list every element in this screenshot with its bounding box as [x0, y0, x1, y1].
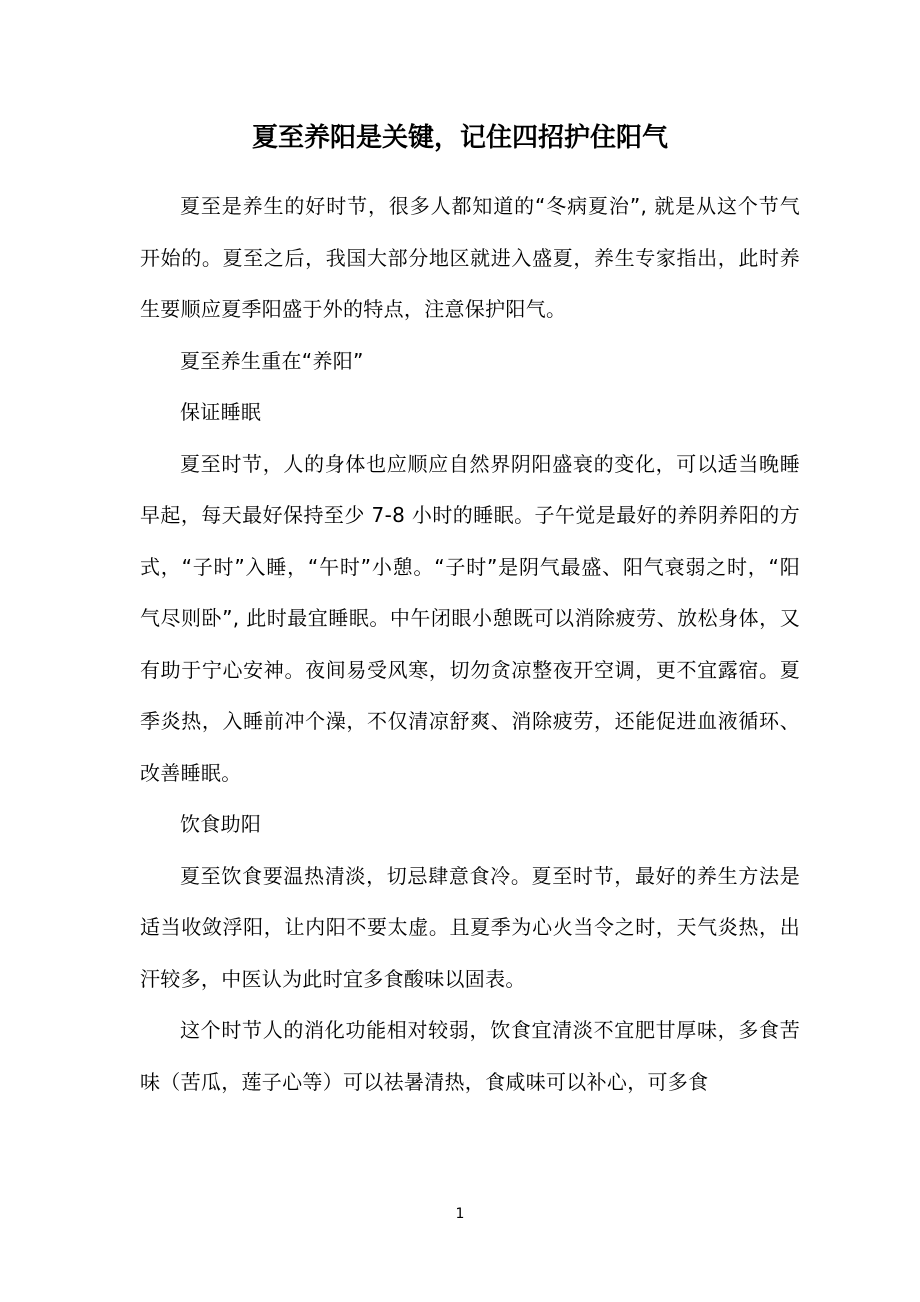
- subheading-diet: 饮食助阳: [180, 812, 262, 836]
- paragraph-digestion: 这个时节人的消化功能相对较弱，饮食宜清淡不宜肥甘厚味，多食苦味（苦瓜，莲子心等）可以祛暑清热，食咸味可以补心，可多食: [140, 1018, 800, 1094]
- section-heading-yangyang: 夏至养生重在“养阳”: [180, 348, 364, 373]
- page-number: 1: [455, 1206, 465, 1222]
- document-title: 夏至养阳是关键，记住四招护住阳气: [251, 123, 668, 153]
- document-body: [140, 181, 800, 1108]
- subheading-sleep: 保证睡眠: [180, 400, 262, 424]
- paragraph-sleep: 夏至时节，人的身体也应顺应自然界阴阳盛衰的变化，可以适当晚睡早起，每天最好保持至少 7-8 小时的睡眠。子午觉是最好的养阴养阳的方式，“子时”入睡，“午时”小憩。“子时”是阴气最盛、阳气衰弱之时，“阳气尽则卧”, 此时最宜睡眠。中午闭眼小憩既可以消除疲劳、放松身体，又有助于宁心安神。夜间易受风寒，切勿贪凉整夜开空调，更不宜露宿。夏季炎热，入睡前冲个澡，不仅清凉舒爽、消除疲劳，还能促进血液循环、改善睡眠。: [140, 451, 800, 785]
- paragraph-intro: 夏至是养生的好时节，很多人都知道的“冬病夏治”, 就是从这个节气开始的。夏至之后，我国大部分地区就进入盛夏，养生专家指出，此时养生要顺应夏季阳盛于外的特点，注意保护阳气。: [140, 194, 800, 321]
- paragraph-diet: 夏至饮食要温热清淡，切忌肆意食冷。夏至时节，最好的养生方法是适当收敛浮阳，让内阳不要太虚。且夏季为心火当令之时，天气炎热，出汗较多，中医认为此时宜多食酸味以固表。: [140, 863, 800, 991]
